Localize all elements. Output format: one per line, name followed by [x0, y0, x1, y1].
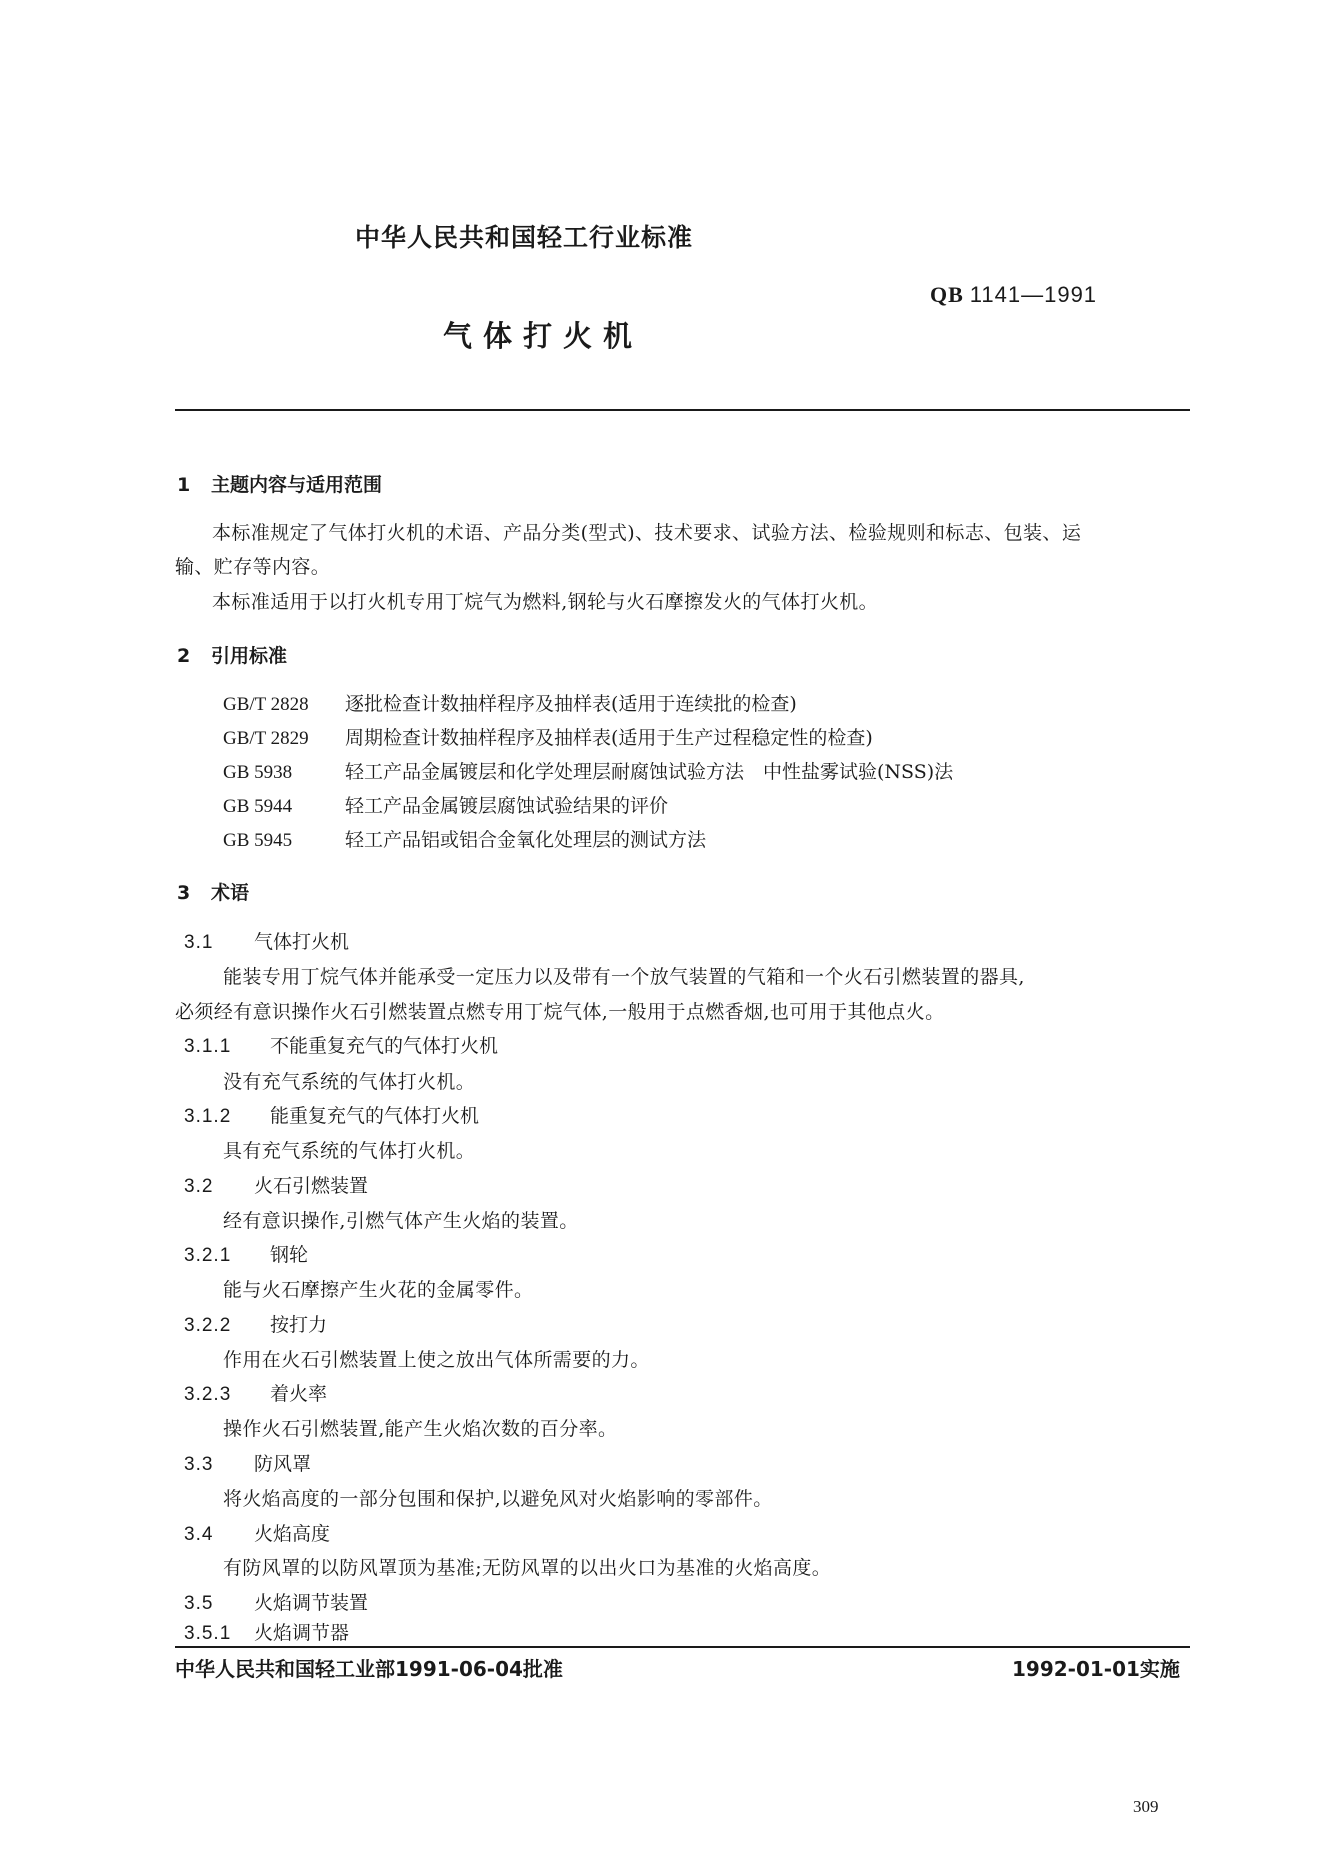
- term-number: 3.5: [184, 1593, 214, 1614]
- reference-title: 轻工产品铝或铝合金氧化处理层的测试方法: [345, 829, 707, 851]
- term-number: 3.5.1: [184, 1623, 232, 1644]
- reference-code: GB 5945: [223, 830, 293, 851]
- term-number: 3.2.2: [184, 1315, 232, 1336]
- standard-prefix: QB: [930, 282, 964, 307]
- term-3-4: [184, 1519, 330, 1546]
- section-1-para-1-line-2: 输、贮存等内容。: [175, 556, 331, 578]
- header-divider: [175, 409, 1190, 411]
- term-name: 不能重复充气的气体打火机: [270, 1035, 499, 1057]
- footer-divider: [175, 1646, 1190, 1648]
- reference-code: GB 5944: [223, 796, 293, 817]
- term-3-2-def: 经有意识操作,引燃气体产生火焰的装置。: [223, 1210, 579, 1232]
- section-1-heading: [177, 470, 382, 497]
- reference-title: 轻工产品金属镀层腐蚀试验结果的评价: [345, 795, 669, 817]
- effective-date: 1992-01-01实施: [1012, 1657, 1180, 1681]
- term-3-2-3-def: 操作火石引燃装置,能产生火焰次数的百分率。: [223, 1418, 618, 1440]
- term-3-3-def: 将火焰高度的一部分包围和保护,以避免风对火焰影响的零部件。: [223, 1488, 773, 1510]
- section-2-title: 引用标准: [211, 645, 288, 667]
- term-name: 能重复充气的气体打火机: [270, 1105, 480, 1127]
- approval-statement: 中华人民共和国轻工业部1991-06-04批准: [175, 1657, 563, 1681]
- section-1-para-1-line-1: 本标准规定了气体打火机的术语、产品分类(型式)、技术要求、试验方法、检验规则和标志、包装、运: [212, 522, 1082, 544]
- term-number: 3.2: [184, 1176, 214, 1197]
- term-number: 3.4: [184, 1524, 214, 1545]
- term-number: 3.2.1: [184, 1245, 232, 1266]
- section-1-title: 主题内容与适用范围: [211, 474, 383, 496]
- term-3-2: [184, 1171, 368, 1198]
- reference-code: GB/T 2828: [223, 694, 309, 715]
- section-1-para-2: 本标准适用于以打火机专用丁烷气为燃料,钢轮与火石摩擦发火的气体打火机。: [212, 591, 879, 613]
- reference-item: [223, 757, 953, 784]
- reference-title: 周期检查计数抽样程序及抽样表(适用于生产过程稳定性的检查): [345, 727, 873, 749]
- term-3-1-def-line-1: 能装专用丁烷气体并能承受一定压力以及带有一个放气装置的气箱和一个火石引燃装置的器具,: [223, 966, 1025, 988]
- term-3-1-1-def: 没有充气系统的气体打火机。: [223, 1071, 476, 1093]
- reference-code: GB 5938: [223, 762, 293, 783]
- term-3-2-2: [184, 1310, 327, 1337]
- term-3-1-2: [184, 1101, 479, 1128]
- page-number: 309: [1133, 1797, 1159, 1816]
- term-name: 气体打火机: [254, 931, 350, 953]
- term-name: 按打力: [270, 1314, 328, 1336]
- section-1-number: 1: [177, 474, 191, 496]
- term-number: 3.1.2: [184, 1106, 232, 1127]
- reference-item: [223, 689, 797, 716]
- reference-title: 轻工产品金属镀层和化学处理层耐腐蚀试验方法 中性盐雾试验(NSS)法: [345, 761, 954, 783]
- reference-item: [223, 791, 668, 818]
- term-number: 3.3: [184, 1454, 214, 1475]
- reference-item: [223, 825, 706, 852]
- term-name: 火焰高度: [254, 1523, 331, 1545]
- term-name: 火石引燃装置: [254, 1175, 369, 1197]
- section-3-title: 术语: [211, 882, 250, 904]
- section-3-heading: [177, 878, 249, 905]
- term-3-2-2-def: 作用在火石引燃装置上使之放出气体所需要的力。: [223, 1349, 650, 1371]
- section-2-heading: [177, 641, 287, 668]
- term-3-4-def: 有防风罩的以防风罩顶为基准;无防风罩的以出火口为基准的火焰高度。: [223, 1557, 832, 1579]
- section-3-number: 3: [177, 882, 191, 904]
- term-name: 火焰调节装置: [254, 1592, 369, 1614]
- term-name: 钢轮: [270, 1244, 309, 1266]
- term-3-1-def-line-2: 必须经有意识操作火石引燃装置点燃专用丁烷气体,一般用于点燃香烟,也可用于其他点火。: [175, 1001, 945, 1023]
- reference-code: GB/T 2829: [223, 728, 309, 749]
- section-2-number: 2: [177, 645, 191, 667]
- document-title: 气体打火机: [443, 319, 644, 353]
- issuing-body-header: 中华人民共和国轻工行业标准: [355, 223, 694, 252]
- term-name: 火焰调节器: [254, 1622, 350, 1644]
- reference-title: 逐批检查计数抽样程序及抽样表(适用于连续批的检查): [345, 693, 797, 715]
- term-3-1-1: [184, 1031, 498, 1058]
- term-name: 防风罩: [254, 1453, 312, 1475]
- term-3-5-1: [184, 1618, 349, 1645]
- term-number: 3.1.1: [184, 1036, 232, 1057]
- term-3-2-1: [184, 1240, 308, 1267]
- term-3-3: [184, 1449, 311, 1476]
- standard-number: [930, 282, 1097, 308]
- term-3-2-1-def: 能与火石摩擦产生火花的金属零件。: [223, 1279, 534, 1301]
- term-3-1: [184, 927, 349, 954]
- term-name: 着火率: [270, 1383, 328, 1405]
- term-3-5: [184, 1588, 368, 1615]
- term-3-2-3: [184, 1379, 327, 1406]
- standard-code: 1141—1991: [969, 282, 1098, 307]
- term-number: 3.2.3: [184, 1384, 232, 1405]
- term-3-1-2-def: 具有充气系统的气体打火机。: [223, 1140, 476, 1162]
- term-number: 3.1: [184, 932, 214, 953]
- reference-item: [223, 723, 873, 750]
